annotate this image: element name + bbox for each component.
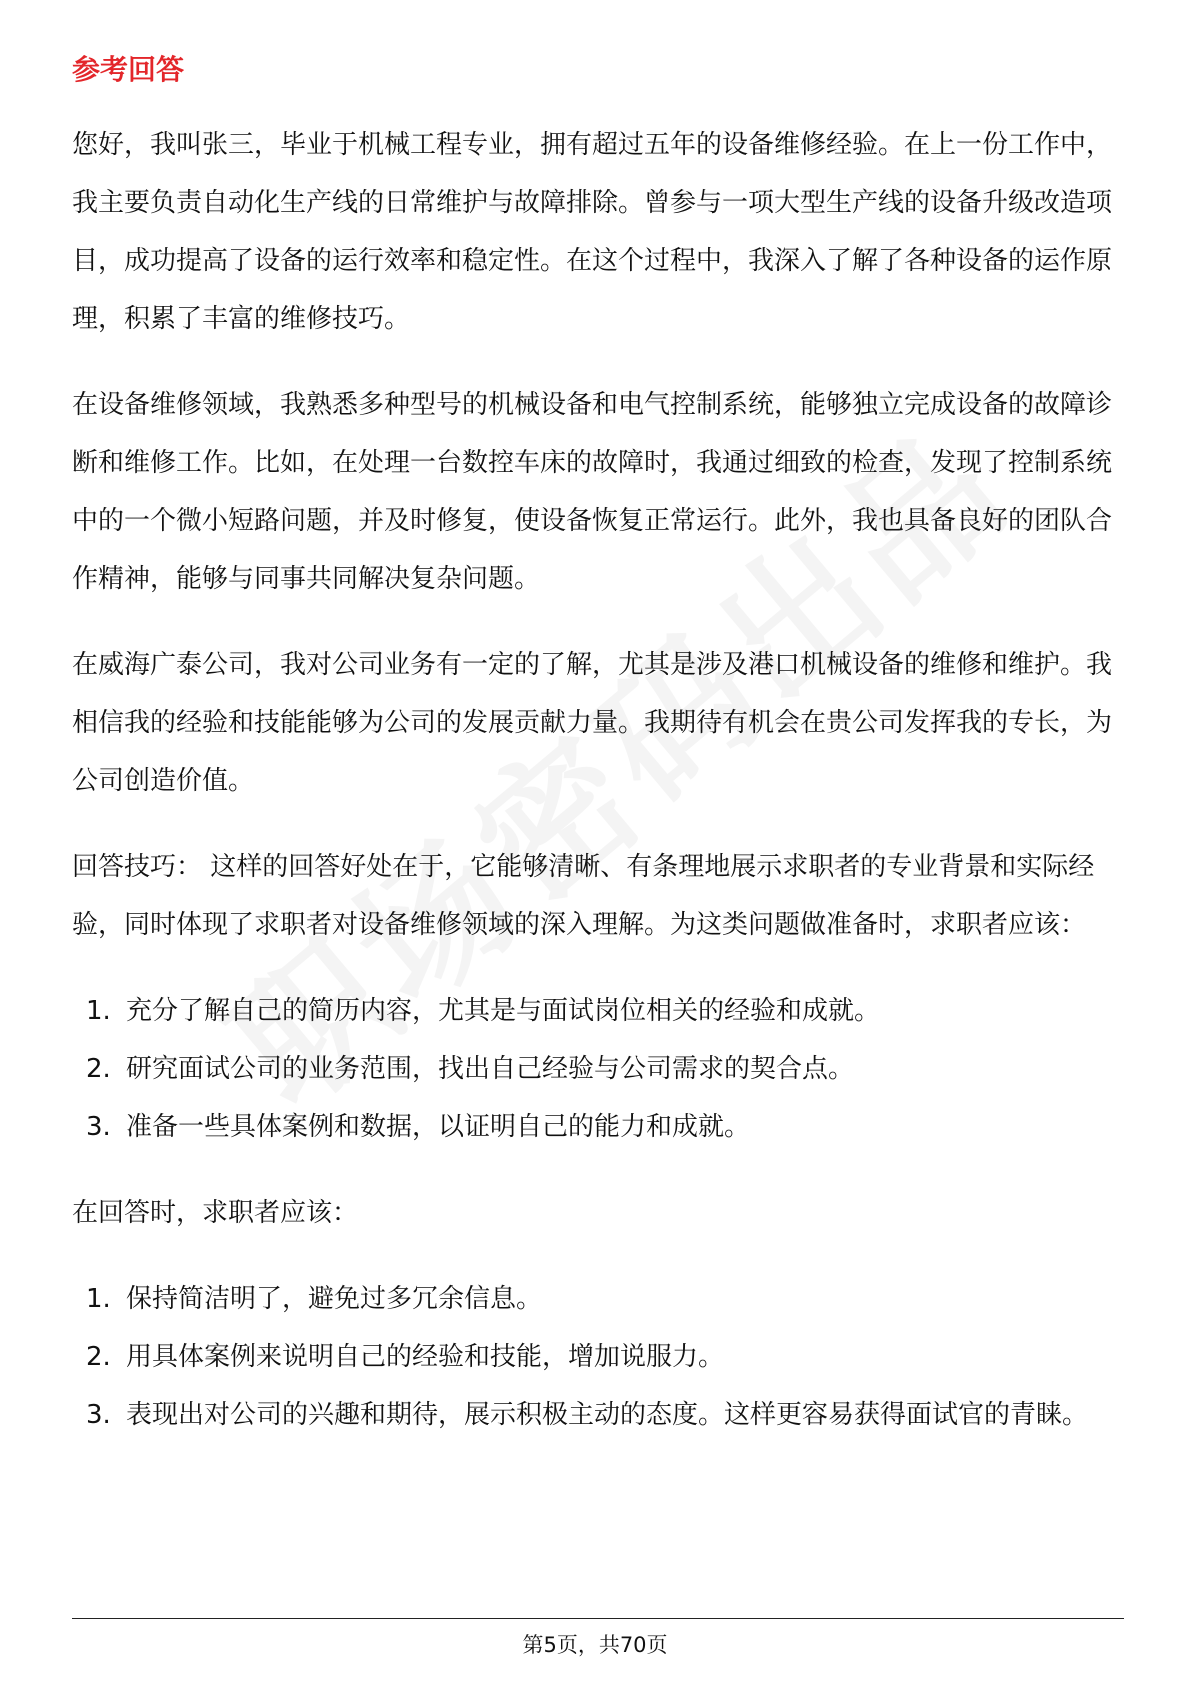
list-item	[72, 1386, 1132, 1444]
prep-list	[72, 982, 1132, 1156]
list-text: 研究面试公司的业务范围，找出自己经验与公司需求的契合点。	[126, 1054, 855, 1084]
list-number: 3.	[86, 1400, 111, 1430]
list-number: 3.	[86, 1112, 111, 1142]
answer-paragraph-2: 在设备维修领域，我熟悉多种型号的机械设备和电气控制系统，能够独立完成设备的故障诊断和维修工作。比如，在处理一台数控车床的故障时，我通过细致的检查，发现了控制系统中的一个微小短路问题，并及时修复，使设备恢复正常运行。此外，我也具备良好的团队合作精神，能够与同事共同解决复杂问题。	[72, 390, 1113, 594]
tips-intro: 回答技巧： 这样的回答好处在于，它能够清晰、有条理地展示求职者的专业背景和实际经验，同时体现了求职者对设备维修领域的深入理解。为这类问题做准备时，求职者应该：	[72, 852, 1095, 940]
list-number: 2.	[86, 1342, 111, 1372]
list-text: 充分了解自己的简历内容，尤其是与面试岗位相关的经验和成就。	[126, 996, 881, 1026]
content-body	[72, 116, 1132, 1472]
list-number: 2.	[86, 1054, 111, 1084]
answer-list	[72, 1270, 1132, 1444]
list-text: 表现出对公司的兴趣和期待，展示积极主动的态度。这样更容易获得面试官的青睐。	[126, 1400, 1089, 1430]
list-number: 1.	[86, 1284, 111, 1314]
section-heading: 参考回答	[72, 53, 185, 86]
list-number: 1.	[86, 996, 111, 1026]
answer-paragraph-3: 在威海广泰公司，我对公司业务有一定的了解，尤其是涉及港口机械设备的维修和维护。我相信我的经验和技能能够为公司的发展贡献力量。我期待有机会在贵公司发挥我的专长，为公司创造价值。	[72, 650, 1113, 796]
list-item	[72, 1270, 1132, 1328]
footer-divider	[72, 1618, 1124, 1619]
list-item	[72, 1328, 1132, 1386]
list-item	[72, 982, 1132, 1040]
list-item	[72, 1098, 1132, 1156]
answer-intro: 在回答时，求职者应该：	[72, 1198, 359, 1228]
answer-paragraph-1: 您好，我叫张三，毕业于机械工程专业，拥有超过五年的设备维修经验。在上一份工作中，我主要负责自动化生产线的日常维护与故障排除。曾参与一项大型生产线的设备升级改造项目，成功提高了设备的运行效率和稳定性。在这个过程中，我深入了解了各种设备的运作原理，积累了丰富的维修技巧。	[72, 130, 1113, 334]
list-text: 保持简洁明了，避免过多冗余信息。	[126, 1284, 543, 1314]
list-text: 用具体案例来说明自己的经验和技能，增加说服力。	[126, 1342, 725, 1372]
list-item	[72, 1040, 1132, 1098]
page-number: 第5页，共70页	[522, 1633, 668, 1657]
list-text: 准备一些具体案例和数据，以证明自己的能力和成就。	[126, 1112, 751, 1142]
